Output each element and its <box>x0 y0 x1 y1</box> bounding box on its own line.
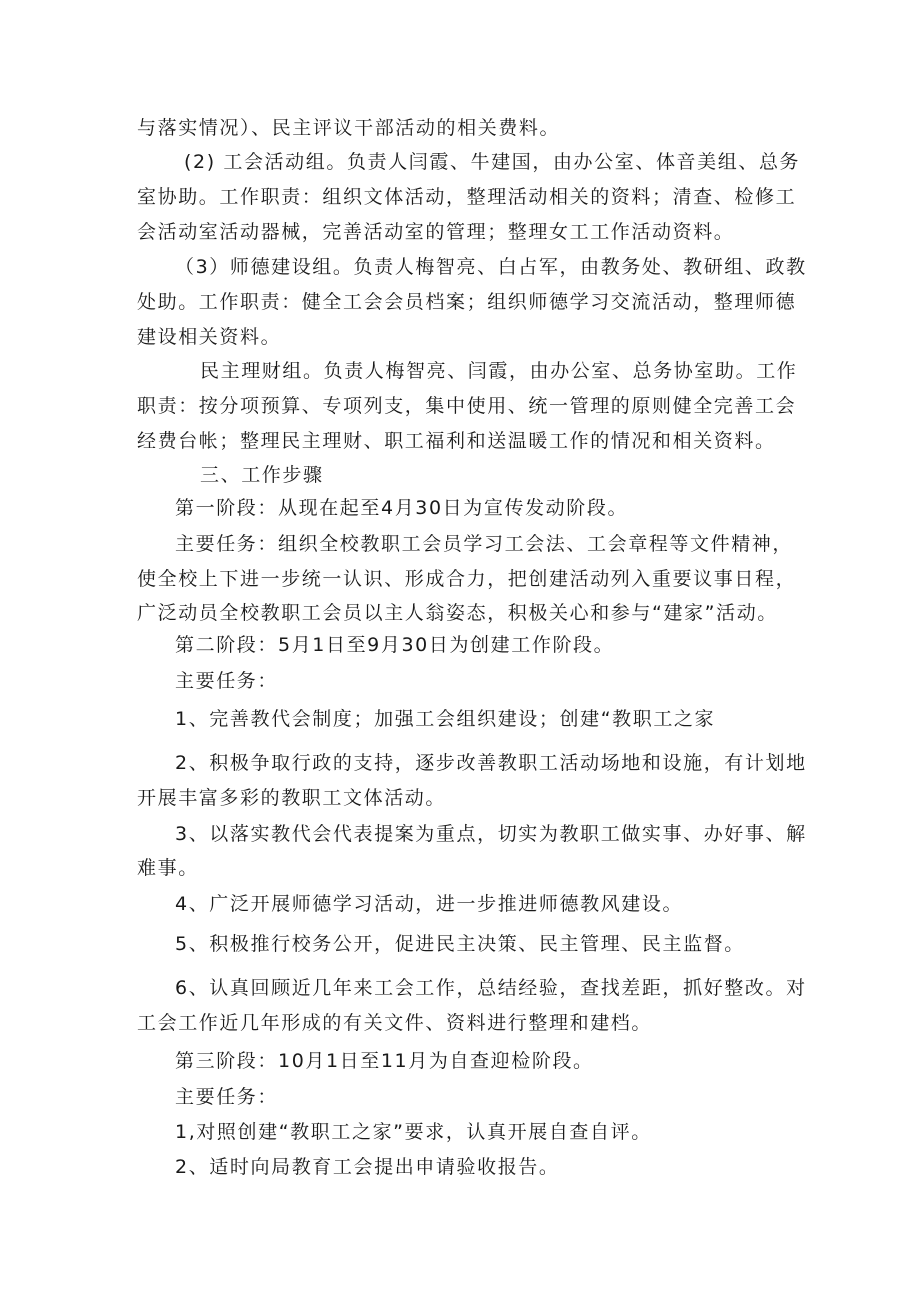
paragraph-line: 民主理财组。负责人梅智亮、闫霞，由办公室、总务协室助。工作 <box>200 360 798 382</box>
paragraph-line: 主要任务： <box>175 670 279 692</box>
paragraph-line: 2、积极争取行政的支持，逐步改善教职工活动场地和设施，有计划地 <box>175 752 807 774</box>
paragraph-line: （3）师德建设组。负责人梅智亮、白占军，由教务处、教研组、政教 <box>175 256 807 278</box>
section-heading: 三、工作步骤 <box>200 464 324 486</box>
paragraph-line: 会活动室活动器械，完善活动室的管理；整理女工工作活动资料。 <box>137 221 735 243</box>
paragraph-line: 6、认真回顾近几年来工会工作，总结经验，查找差距，抓好整改。对 <box>175 977 807 999</box>
paragraph-line: 1,对照创建“教职工之家”要求，认真开展自查自评。 <box>175 1121 652 1143</box>
paragraph-line: 3、以落实教代会代表提案为重点，切实为教职工做实事、办好事、解 <box>175 823 807 845</box>
paragraph-line: 与落实情况）、民主评议干部活动的相关费料。 <box>137 117 561 139</box>
paragraph-line: 难事。 <box>137 857 199 879</box>
paragraph-line: 1、完善教代会制度；加强工会组织建设；创建“教职工之家 <box>175 708 716 730</box>
paragraph-line: 第三阶段：10月1日至11月为自查迎检阶段。 <box>175 1050 594 1072</box>
paragraph-line: 第一阶段：从现在起至4月30日为宣传发动阶段。 <box>175 497 629 519</box>
paragraph-line: 开展丰富多彩的教职工文体活动。 <box>137 787 447 809</box>
paragraph-line: 使全校上下进一步统一认识、形成合力，把创建活动列入重要议事日程， <box>137 568 797 590</box>
paragraph-line: 第二阶段：5月1日至9月30日为创建工作阶段。 <box>175 634 615 656</box>
paragraph-line: 处助。工作职责：健全工会会员档案；组织师德学习交流活动，整理师德 <box>137 291 797 313</box>
paragraph-line: 主要任务： <box>175 1086 279 1108</box>
paragraph-line: 2、适时向局教育工会提出申请验收报告。 <box>175 1156 560 1178</box>
paragraph-line: 建设相关资料。 <box>137 326 282 348</box>
paragraph-line: 工会工作近几年形成的有关文件、资料进行整理和建档。 <box>137 1012 653 1034</box>
paragraph-line: 职责：按分项预算、专项列支，集中使用、统一管理的原则健全完善工会 <box>137 395 797 417</box>
paragraph-line: 5、积极推行校务公开，促进民主决策、民主管理、民主监督。 <box>175 933 745 955</box>
paragraph-line: 主要任务：组织全校教职工会员学习工会法、工会章程等文件精神， <box>175 533 794 555</box>
paragraph-line: (2) 工会活动组。负责人闫霞、牛建国，由办公室、体音美组、总务 <box>184 151 801 173</box>
paragraph-line: 室协助。工作职责：组织文体活动，整理活动相关的资料；清查、检修工 <box>137 186 797 208</box>
paragraph-line: 广泛动员全校教职工会员以主人翁姿态，积极关心和参与“建家”活动。 <box>137 602 778 624</box>
paragraph-line: 4、广泛开展师德学习活动，进一步推进师德教风建设。 <box>175 893 684 915</box>
paragraph-line: 经费台帐；整理民主理财、职工福利和送温暖工作的情况和相关资料。 <box>137 430 776 452</box>
